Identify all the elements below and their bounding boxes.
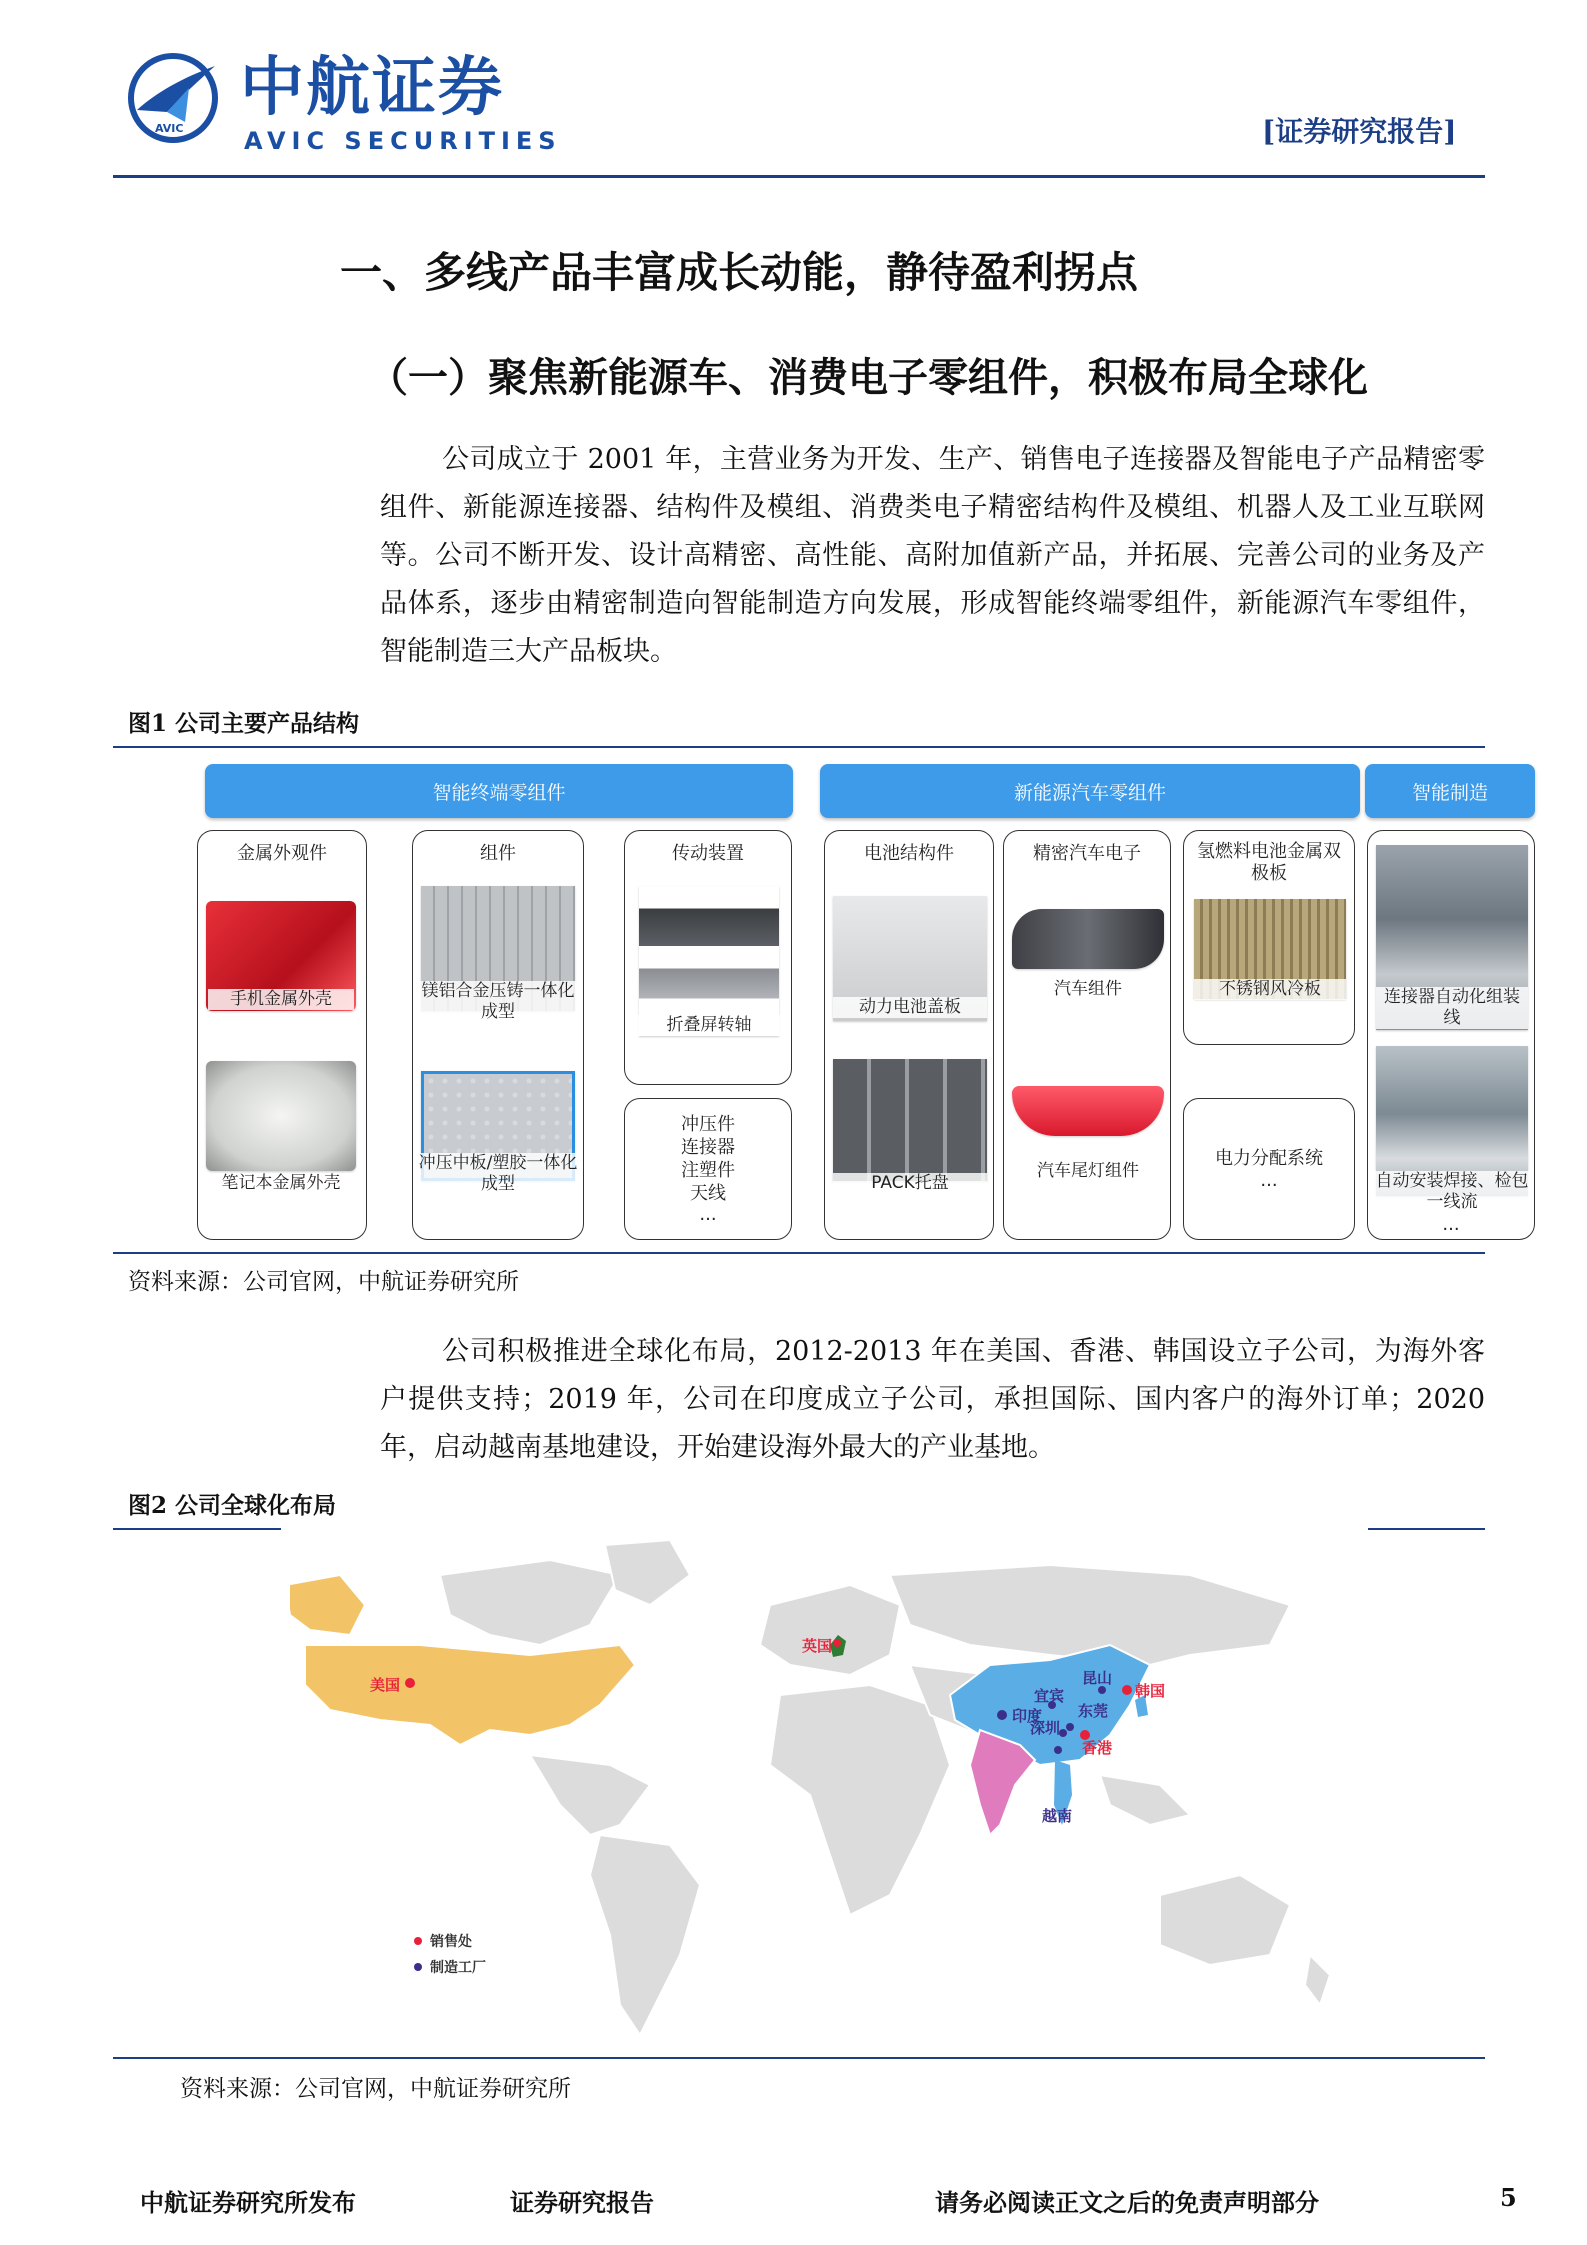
- card-assembly: [412, 830, 584, 1240]
- usa-region: [305, 1645, 635, 1745]
- card-power-distribution: [1183, 1098, 1355, 1240]
- photo-label: 动力电池盖板: [833, 997, 987, 1018]
- continents: [440, 1540, 1330, 2035]
- legend-sales: 销售处: [430, 1934, 472, 1950]
- card-title: 金属外观件: [237, 843, 327, 864]
- card-battery-structure: [824, 830, 994, 1240]
- figure-1-source: 资料来源：公司官网，中航证券研究所: [128, 1269, 519, 1295]
- logo-badge: AVIC: [155, 122, 184, 135]
- photo-label: 连接器自动化组装线: [1376, 987, 1528, 1029]
- alaska-region: [290, 1575, 365, 1635]
- pack-tray-photo: [833, 1059, 987, 1181]
- dongguan-factory-dot: [1066, 1723, 1074, 1731]
- card-auto-electronics: [1003, 830, 1171, 1240]
- uk-sales-dot: [833, 1639, 841, 1647]
- photo-label: 汽车组件: [1012, 979, 1164, 1000]
- section-heading: 一、多线产品丰富成长动能，静待盈利拐点: [340, 248, 1139, 297]
- label-korea: 韩国: [1135, 1682, 1166, 1700]
- label-dongguan: 东莞: [1078, 1702, 1109, 1720]
- footer-report-type: 证券研究报告: [510, 2188, 654, 2217]
- avic-logo-icon: [127, 52, 219, 144]
- category-smart-manufacturing: 智能制造: [1365, 764, 1535, 818]
- figure-2-bottom-rule: [113, 2057, 1485, 2059]
- card-metal-exterior: [197, 830, 367, 1240]
- paragraph-global: 公司积极推进全球化布局，2012-2013 年在美国、香港、韩国设立子公司，为海外客户提供支持；2019 年，公司在印度成立子公司，承担国际、国内客户的海外订单；2020 年，启动越南基地建设，开始建设海外最大的产业基地。: [380, 1336, 1485, 1463]
- figure-1-top-rule: [113, 746, 1485, 748]
- part-line: 连接器: [681, 1137, 735, 1158]
- figure-1-caption: 图1 公司主要产品结构: [128, 710, 360, 737]
- header-rule: [113, 175, 1485, 178]
- figure-2-caption: 图2 公司全球化布局: [128, 1492, 337, 1519]
- paragraph-intro: 公司成立于 2001 年，主营业务为开发、生产、销售电子连接器及智能电子产品精密零组件、新能源连接器、结构件及模组、消费类电子精密结构件及模组、机器人及工业互联网等。公司不断开发、设计高精密、高性能、高附加值新产品，并拓展、完善公司的业务及产品体系，逐步由精密制造向智能制造方向发展，形成智能终端零组件，新能源汽车零组件，智能制造三大产品板块。: [380, 444, 1485, 667]
- card-title: 组件: [480, 843, 516, 864]
- legend-sales-dot: [414, 1937, 422, 1945]
- card-title: 氢燃料电池金属双极板: [1197, 841, 1341, 884]
- auto-component-photo: [1012, 909, 1164, 969]
- legend-factory: 制造工厂: [430, 1960, 486, 1976]
- legend-factory-dot: [414, 1963, 422, 1971]
- label-hongkong: 香港: [1082, 1739, 1113, 1757]
- photo-label: 不锈钢风冷板: [1194, 979, 1346, 1000]
- photo-label: 冲压中板/塑胶一体化成型: [418, 1153, 578, 1194]
- category-nev-components: 新能源汽车零组件: [820, 764, 1360, 818]
- card-other-parts: [624, 1098, 792, 1240]
- tail-light-photo: [1012, 1086, 1164, 1136]
- label-uk: 英国: [802, 1637, 833, 1655]
- part-line: ...: [699, 1204, 717, 1225]
- label-yibin: 宜宾: [1034, 1687, 1065, 1705]
- kunshan-factory-dot: [1098, 1686, 1106, 1694]
- photo-label: 汽车尾灯组件: [1012, 1161, 1164, 1182]
- card-hydrogen-plate: [1183, 830, 1355, 1045]
- card-title: 电力分配系统: [1215, 1148, 1323, 1169]
- more-indicator: ...: [1260, 1170, 1278, 1191]
- card-drive: [624, 830, 792, 1085]
- page-number: 5: [1500, 2183, 1517, 2212]
- shenzhen-factory-dot: [1059, 1729, 1067, 1737]
- label-vietnam: 越南: [1042, 1807, 1073, 1825]
- label-shenzhen: 深圳: [1030, 1719, 1061, 1737]
- label-kunshan: 昆山: [1082, 1669, 1113, 1687]
- card-smart-manufacturing: [1367, 830, 1535, 1240]
- photo-label: 笔记本金属外壳: [208, 1173, 354, 1194]
- figure-1-bottom-rule: [113, 1252, 1485, 1254]
- korea-sales-dot: [1122, 1685, 1132, 1695]
- photo-label: 自动安装焊接、检包一线流: [1375, 1171, 1529, 1212]
- label-usa: 美国: [370, 1676, 401, 1694]
- vietnam-factory-dot: [1054, 1746, 1062, 1754]
- photo-label: 手机金属外壳: [208, 989, 354, 1010]
- report-tag: [证券研究报告]: [1262, 115, 1457, 148]
- logo-english: AVIC SECURITIES: [244, 127, 562, 155]
- world-map: [290, 1535, 1390, 2055]
- india-factory-dot: [997, 1710, 1007, 1720]
- footer-disclaimer: 请务必阅读正文之后的免责声明部分: [935, 2188, 1319, 2217]
- card-title: 传动装置: [672, 843, 744, 864]
- card-title: 精密汽车电子: [1033, 843, 1141, 864]
- photo-label: PACK托盘: [833, 1173, 987, 1194]
- usa-sales-dot: [405, 1678, 415, 1688]
- photo-label: 镁铝合金压铸一体化成型: [419, 981, 577, 1023]
- more-indicator: ...: [1442, 1214, 1460, 1235]
- card-title: 电池结构件: [864, 843, 954, 864]
- hinge-photo: [639, 886, 779, 1036]
- footer-publisher: 中航证券研究所发布: [140, 2188, 356, 2217]
- figure-2-source: 资料来源：公司官网，中航证券研究所: [180, 2076, 571, 2102]
- category-smart-terminal: 智能终端零组件: [205, 764, 793, 818]
- subsection-heading: （一）聚焦新能源车、消费电子零组件，积极布局全球化: [368, 354, 1368, 401]
- figure-2-rule-right: [1368, 1528, 1485, 1530]
- part-line: 注塑件: [681, 1160, 735, 1181]
- part-line: 天线: [690, 1183, 726, 1204]
- laptop-shell-photo: [206, 1061, 356, 1171]
- figure-2-rule-left: [113, 1528, 281, 1530]
- photo-label: 折叠屏转轴: [635, 1015, 783, 1036]
- part-line: 冲压件: [681, 1114, 735, 1135]
- logo-chinese: 中航证券: [240, 51, 504, 125]
- label-india: 印度: [1012, 1707, 1043, 1725]
